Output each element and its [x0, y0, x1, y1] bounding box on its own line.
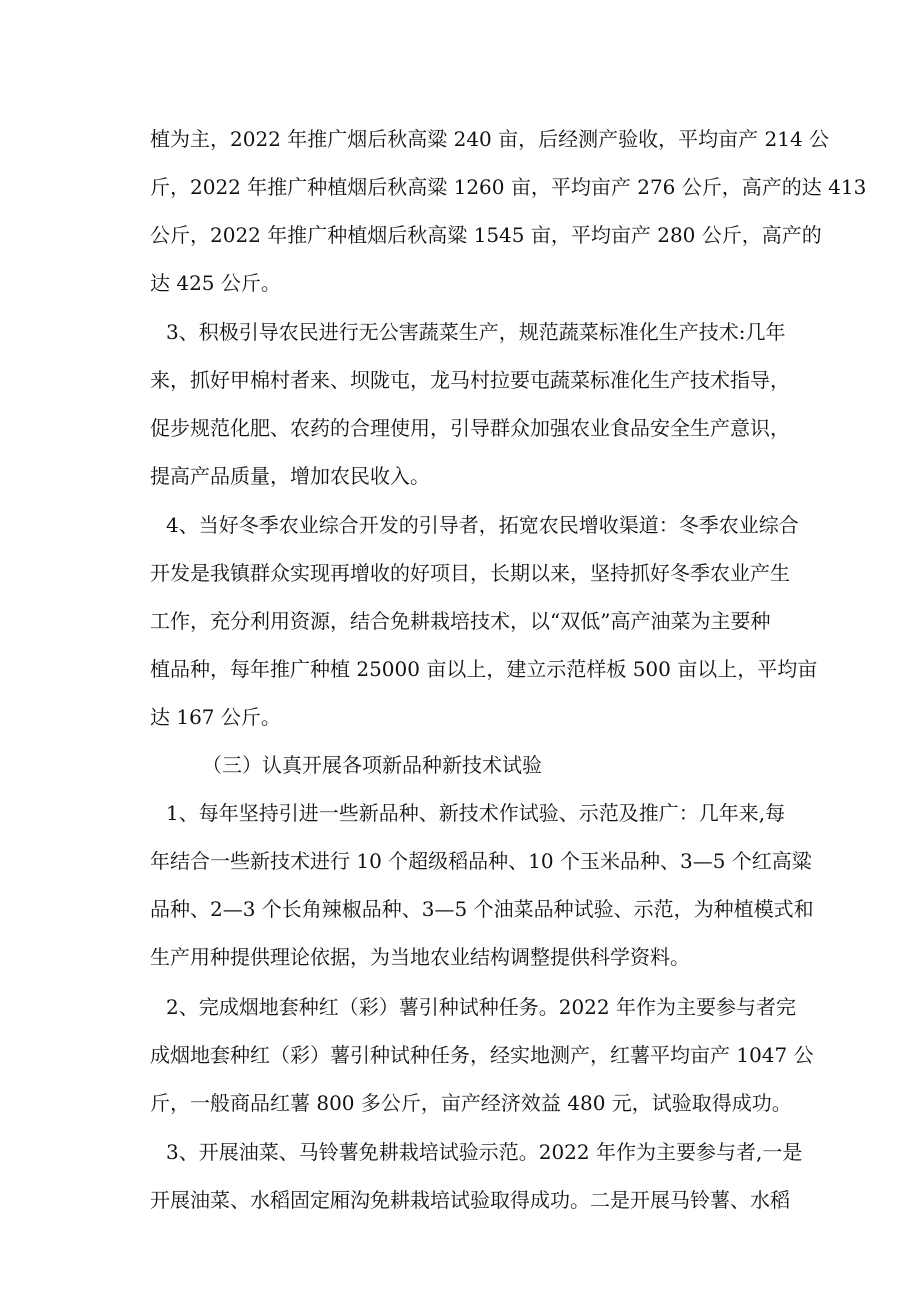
text-line: 提高产品质量，增加农民收入。	[150, 464, 430, 488]
text-line: 达 167 公斤。	[150, 705, 281, 729]
paragraph-3-first-line: 3、积极引导农民进行无公害蔬菜生产，规范蔬菜标准化生产技术:几年	[166, 320, 786, 344]
text-line: 工作，充分利用资源，结合免耕栽培技术，以“双低”高产油菜为主要种	[150, 609, 771, 633]
paragraph-2-first-line: 2、完成烟地套种红（彩）薯引种试种任务。2022 年作为主要参与者完	[166, 995, 796, 1019]
text-line: 开展油菜、水稻固定厢沟免耕栽培试验取得成功。二是开展马铃薯、水稻	[150, 1188, 790, 1212]
text-line: 促步规范化肥、农药的合理使用，引导群众加强农业食品安全生产意识，	[150, 416, 790, 440]
text-line: 达 425 公斤。	[150, 271, 281, 295]
text-line: 成烟地套种红（彩）薯引种试种任务，经实地测产，红薯平均亩产 1047 公	[150, 1043, 814, 1067]
text-line: 斤，2022 年推广种植烟后秋高粱 1260 亩，平均亩产 276 公斤，高产的达 413	[150, 175, 867, 199]
paragraph-1-first-line: 1、每年坚持引进一些新品种、新技术作试验、示范及推广：几年来,每	[166, 801, 786, 825]
section-heading: （三）认真开展各项新品种新技术试验	[202, 753, 542, 777]
text-line: 斤，一般商品红薯 800 多公斤，亩产经济效益 480 元，试验取得成功。	[150, 1091, 792, 1115]
text-line: 开发是我镇群众实现再增收的好项目，长期以来，坚持抓好冬季农业产生	[150, 561, 790, 585]
text-line: 年结合一些新技术进行 10 个超级稻品种、10 个玉米品种、3—5 个红高粱	[150, 849, 812, 873]
paragraph-3b-first-line: 3、开展油菜、马铃薯免耕栽培试验示范。2022 年作为主要参与者,一是	[166, 1140, 803, 1164]
text-line: 植为主，2022 年推广烟后秋高粱 240 亩，后经测产验收，平均亩产 214 公	[150, 127, 830, 151]
text-line: 品种、2—3 个长角辣椒品种、3—5 个油菜品种试验、示范，为种植模式和	[150, 897, 814, 921]
text-line: 生产用种提供理论依据，为当地农业结构调整提供科学资料。	[150, 945, 690, 969]
text-line: 植品种，每年推广种植 25000 亩以上，建立示范样板 500 亩以上，平均亩	[150, 657, 818, 681]
paragraph-4-first-line: 4、当好冬季农业综合开发的引导者，拓宽农民增收渠道：冬季农业综合	[166, 513, 799, 537]
text-line: 公斤，2022 年推广种植烟后秋高粱 1545 亩，平均亩产 280 公斤，高产的	[150, 223, 822, 247]
text-line: 来，抓好甲棉村者来、坝陇屯，龙马村拉要屯蔬菜标准化生产技术指导，	[150, 368, 790, 392]
